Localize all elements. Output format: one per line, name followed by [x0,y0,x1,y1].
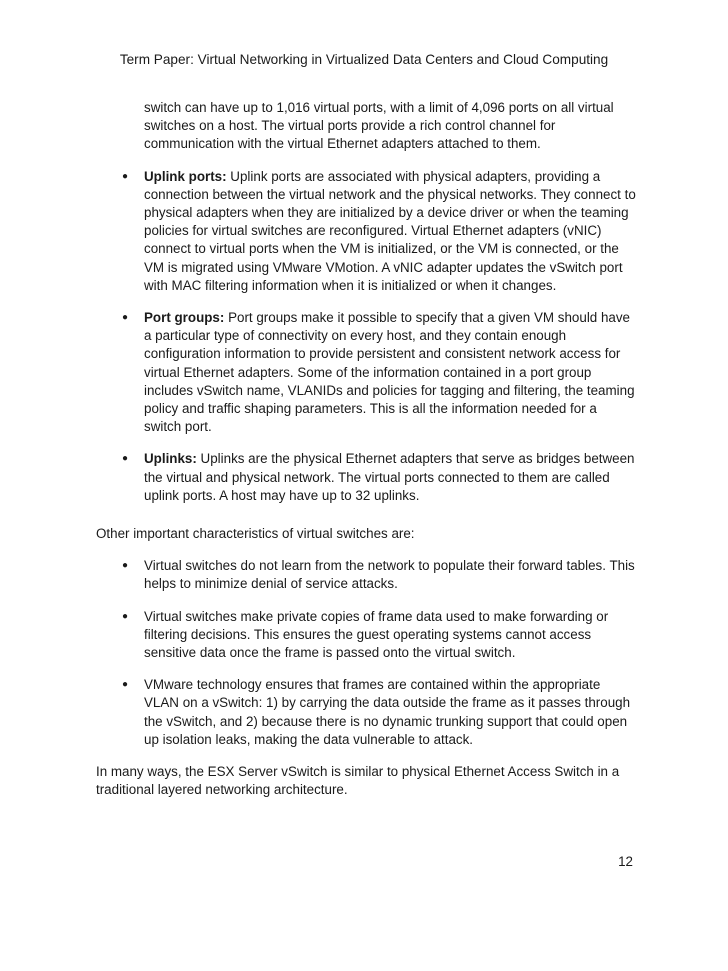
page-header: Term Paper: Virtual Networking in Virtualized Data Centers and Cloud Computing [119,52,609,67]
item-text: Uplink ports are associated with physical adapters, providing a connection between the virtual network and the physical networks. They connect to physical adapters when they are initialized by a device driver or when the teaming policies for virtual switches are reconfigured. Virtual Ethernet adapters (vNIC) connect to virtual ports when the VM is initialized, or the VM is connected, or the VM is migrated using VMware VMotion. A vNIC adapter updates the vSwitch port with MAC filtering information when it is initialized or when it changes. [144,168,636,293]
bullet-icon: ● [122,679,129,691]
list-item [96,557,636,593]
bullet-icon: ● [122,453,129,465]
characteristics-intro: Other important characteristics of virtual switches are: [96,526,415,542]
bullet-icon: ● [122,610,129,622]
closing-paragraph: In many ways, the ESX Server vSwitch is similar to physical Ethernet Access Switch in a traditional layered networking architecture. [96,764,620,798]
item-text: VMware technology ensures that frames are contained within the appropriate VLAN on a vSwitch: 1) by carrying the data outside the frame as it passes through the vSwitch, and 2) because there is no dynamic trunking support that could open up isolation leaks, making the data vulnerable to attack. [144,677,631,747]
item-text: Uplinks are the physical Ethernet adapters that serve as bridges between the virtual and physical network. The virtual ports connected to them are called uplink ports. A host may have up to 32 uplinks. [144,451,635,503]
list-item [96,608,636,663]
item-text: Virtual switches do not learn from the network to populate their forward tables. This helps to minimize denial of service attacks. [144,558,635,592]
characteristics-list [96,557,636,749]
bullet-icon: ● [122,312,129,324]
item-term: Port groups: [144,310,225,326]
bullet-icon: ● [122,560,129,572]
page-number: 12 [618,854,633,869]
page-body [96,99,636,800]
item-text: Port groups make it possible to specify that a given VM should have a particular type of connectivity on every host, and they contain enough configuration information to provide persistent and consistent network access for virtual Ethernet adapters. Some of the information contained in a port group includes vSwitch name, VLANIDs and policies for tagging and filtering, the teaming policy and traffic shaping parameters. This is all the information needed for a switch port. [144,310,635,435]
list-item [96,450,636,505]
component-list [96,168,636,505]
list-item [96,309,636,436]
item-term: Uplinks: [144,451,197,467]
item-term: Uplink ports: [144,168,227,184]
bullet-icon: ● [122,170,129,182]
list-item [96,676,636,749]
item-text: Virtual switches make private copies of frame data used to make forwarding or filtering decisions. This ensures the guest operating systems cannot access sensitive data once the frame is passed onto the virtual switch. [144,608,609,661]
list-item [96,168,636,295]
continuation-paragraph: switch can have up to 1,016 virtual ports, with a limit of 4,096 ports on all virtual switches on a host. The virtual ports provide a rich control channel for communication with the virtual Ethernet adapters attached to them. [144,100,614,152]
